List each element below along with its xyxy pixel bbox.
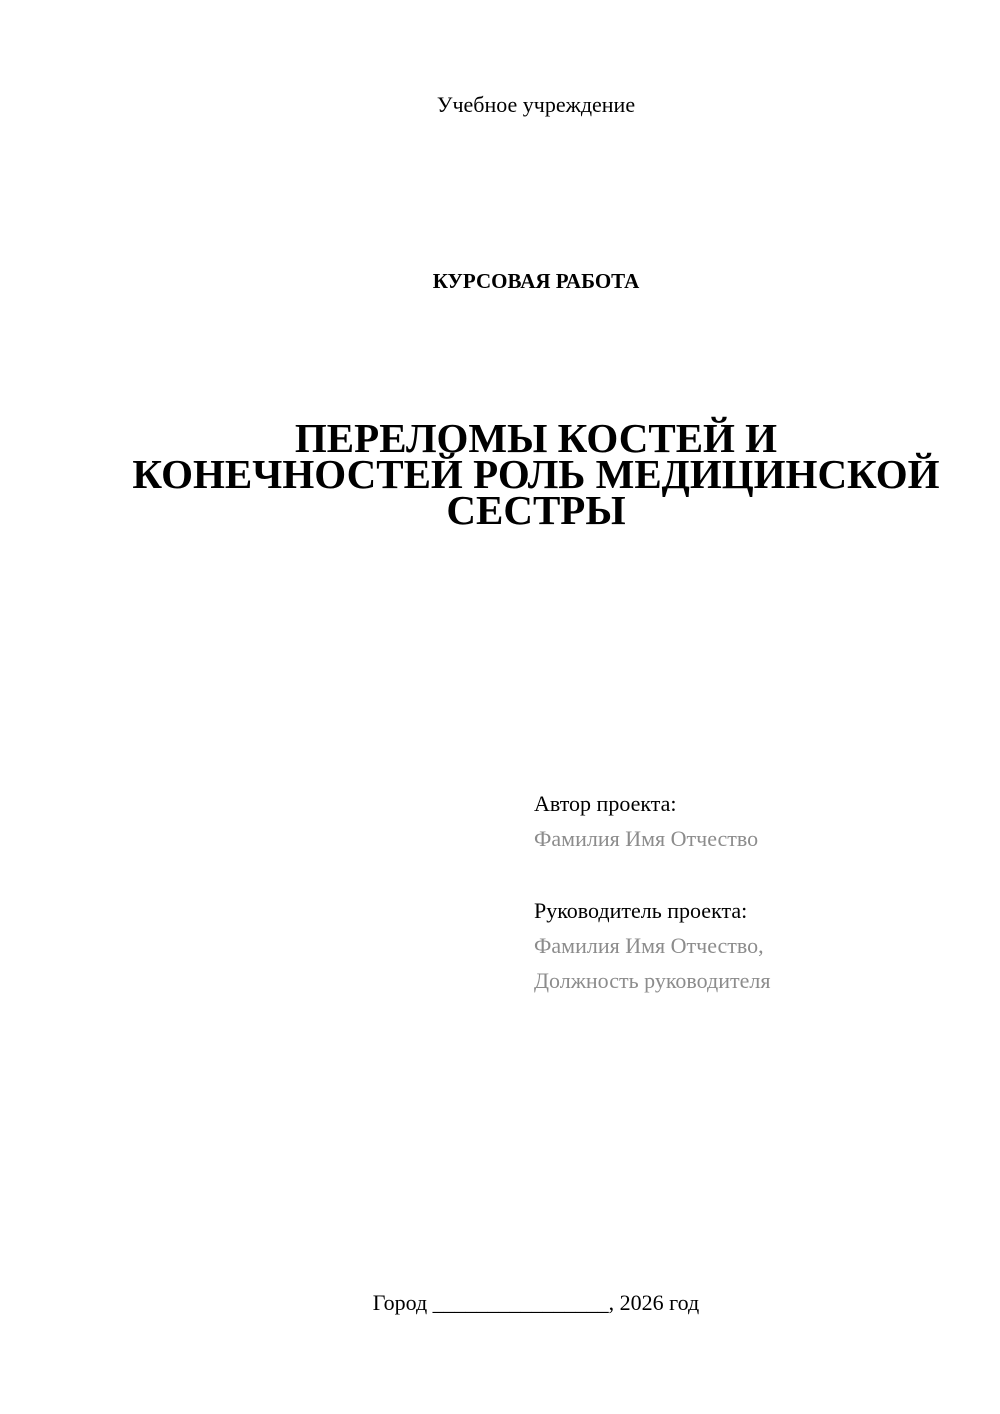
author-block	[534, 786, 974, 856]
title-line-1: ПЕРЕЛОМЫ КОСТЕЙ И	[294, 415, 778, 461]
supervisor-label: Руководитель проекта:	[534, 898, 748, 923]
title-line-2: КОНЕЧНОСТЕЙ РОЛЬ МЕДИЦИНСКОЙ	[132, 451, 940, 497]
city-year-line: Город ________________, 2026 год	[372, 1290, 700, 1315]
author-name: Фамилия Имя Отчество	[534, 826, 759, 851]
supervisor-name: Фамилия Имя Отчество,	[534, 933, 764, 958]
work-type-heading: КУРСОВАЯ РАБОТА	[432, 269, 640, 293]
author-label: Автор проекта:	[534, 791, 677, 816]
supervisor-block	[534, 893, 974, 998]
supervisor-position: Должность руководителя	[534, 968, 771, 993]
document-title	[100, 415, 972, 533]
institution-name: Учебное учреждение	[436, 92, 636, 117]
title-line-3: СЕСТРЫ	[446, 487, 626, 533]
